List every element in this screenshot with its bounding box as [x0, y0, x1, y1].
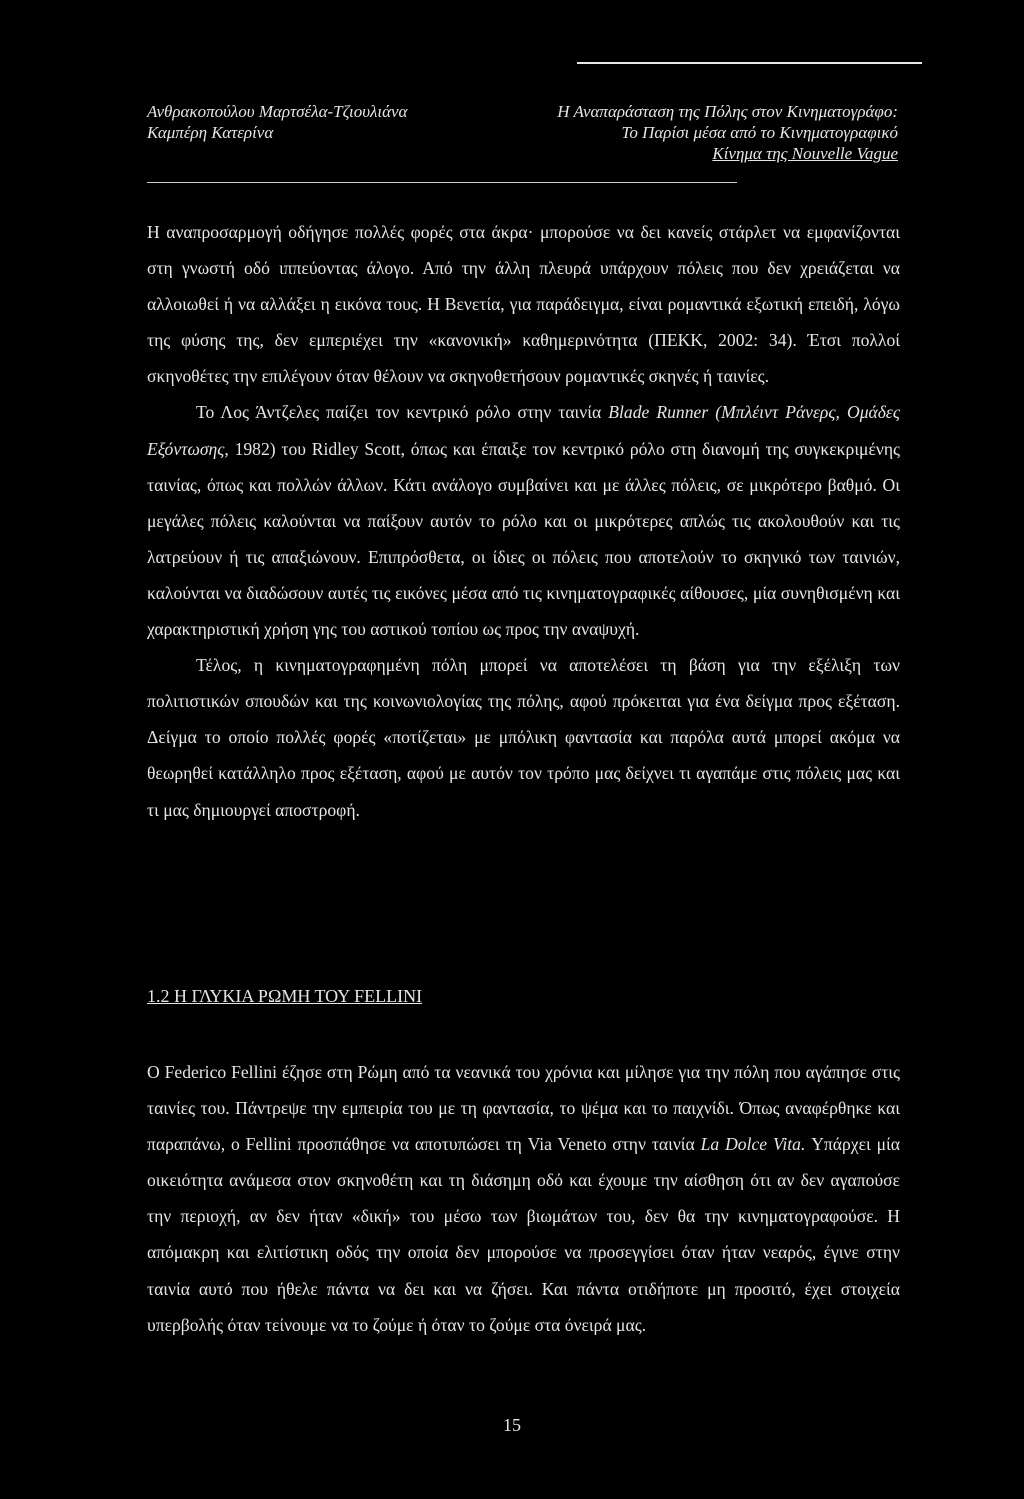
section-heading: 1.2 Η ΓΛΥΚΙΑ ΡΩΜΗ ΤΟΥ FELLINI	[147, 986, 423, 1006]
paragraph-2-text-end: 1982) του Ridley Scott, όπως και έπαιξε τον κεντρικό ρόλο στη διανομή της συγκεκριμένης ταινίας, όπως και πολλών άλλων. Κάτι ανάλογο συμβαίνει και με άλλες πόλεις, σε μικρότερο βαθμό. Οι μεγάλες πόλεις καλούνται να παίξουν αυτόν το ρόλο και οι μικρότερες απλώς τις ακολουθούν και τις λατρεύουν ή τις απαξιώνουν. Επιπρόσθετα, οι ίδιες οι πόλεις που αποτελούν το σκηνικό των ταινιών, καλούνται να διαδώσουν αυτές τις εικόνες μέσα από τις κινηματογραφικές αίθουσες, μία συνηθισμένη και χαρακτηριστική χρήση γης του αστικού τοπίου ως προς την αναψυχή.	[147, 438, 900, 640]
header-author-2: Καμπέρη Κατερίνα	[147, 123, 274, 142]
header-title-line-1: Η Αναπαράσταση της Πόλης στον Κινηματογράφο:	[557, 102, 898, 121]
paragraph-4-text-end: Υπάρχει μία οικειότητα ανάμεσα στον σκηνοθέτη και τη διάσημη οδό και έχουμε την αίσθηση ότι αν δεν αγαπούσε την περιοχή, αν δεν ήταν «δική» του μέσω των βιωμάτων του, δεν θα την κινηματογραφούσε. Η απόμακρη και ελιτίστικη οδός την οποία δεν μπορούσε να προσεγγίσει όταν ήταν νεαρός, έγινε στην ταινία αυτό που ήθελε πάντα να δει και να ζήσει. Και πάντα οτιδήποτε μη προσιτό, έχει στοιχεία υπερβολής όταν τείνουμε να το ζούμε ή όταν το ζούμε στα όνειρά μας.	[147, 1134, 900, 1335]
paragraph-4-text-start: Ο Federico Fellini έζησε στη Ρώμη από τα νεανικά του χρόνια και μίλησε για την πόλη που αγάπησε στις ταινίες του. Πάντρεψε την εμπειρία του με τη φαντασία, το ψέμα και το παιχνίδι. Όπως αναφέρθηκε και παραπάνω, ο Fellini προσπάθησε να αποτυπώσει τη Via Veneto στην ταινία	[147, 1062, 900, 1155]
film-title-blade-runner: Blade Runner (Μπλέιντ Ράνερς, Ομάδες Εξόντωσης,	[147, 402, 901, 459]
paragraph-1: Η αναπροσαρμογή οδήγησε πολλές φορές στα άκρα· μπορούσε να δει κανείς στάρλετ να εμφανίζονται στη γνωστή οδό ιππεύοντας άλογο. Από την άλλη πλευρά υπάρχουν πόλεις που δεν χρειάζεται να αλλοιωθεί ή να αλλάξει η εικόνα τους. Η Βενετία, για παράδειγμα, είναι ρομαντικά εξωτική επειδή, λόγω της φύσης της, δεν εμπεριέχει την «κανονική» καθημερινότητα (ΠΕΚΚ, 2002: 34). Έτσι πολλοί σκηνοθέτες την επιλέγουν όταν θέλουν να σκηνοθετήσουν ρομαντικές σκηνές ή ταινίες.	[147, 222, 900, 387]
paragraph-2	[147, 394, 900, 647]
header-title	[557, 101, 898, 164]
header-title-line-3: Κίνημα της Nouvelle Vague	[712, 144, 898, 163]
paragraph-2-text-start: Το Λος Άντζελες παίζει τον κεντρικό ρόλο στην ταινία	[196, 402, 609, 423]
header-rule	[147, 182, 737, 183]
film-title-la-dolce-vita: La Dolce Vita.	[700, 1134, 806, 1155]
header-title-line-2: Το Παρίσι μέσα από το Κινηματογραφικό	[621, 123, 898, 142]
section-1-body	[147, 214, 900, 828]
top-rule	[577, 62, 922, 64]
paragraph-4	[147, 1054, 900, 1343]
section-2-body	[147, 1054, 900, 1343]
header-authors	[147, 101, 407, 143]
paragraph-3: Τέλος, η κινηματογραφημένη πόλη μπορεί να αποτελέσει τη βάση για την εξέλιξη των πολιτιστικών σπουδών και της κοινωνιολογίας της πόλης, αφού πρόκειται για ένα δείγμα προς εξέταση. Δείγμα το οποίο πολλές φορές «ποτίζεται» με μπόλικη φαντασία και παρόλα αυτά μπορεί ακόμα να θεωρηθεί κατάλληλο προς εξέταση, αφού με αυτόν τον τρόπο μας δείχνει τι αγαπάμε στις πόλεις μας και τι μας δημιουργεί αποστροφή.	[147, 655, 900, 820]
page-number: 15	[503, 1415, 521, 1435]
page-header	[147, 101, 900, 196]
header-author-1: Ανθρακοπούλου Μαρτσέλα-Τζιουλιάνα	[147, 102, 408, 121]
